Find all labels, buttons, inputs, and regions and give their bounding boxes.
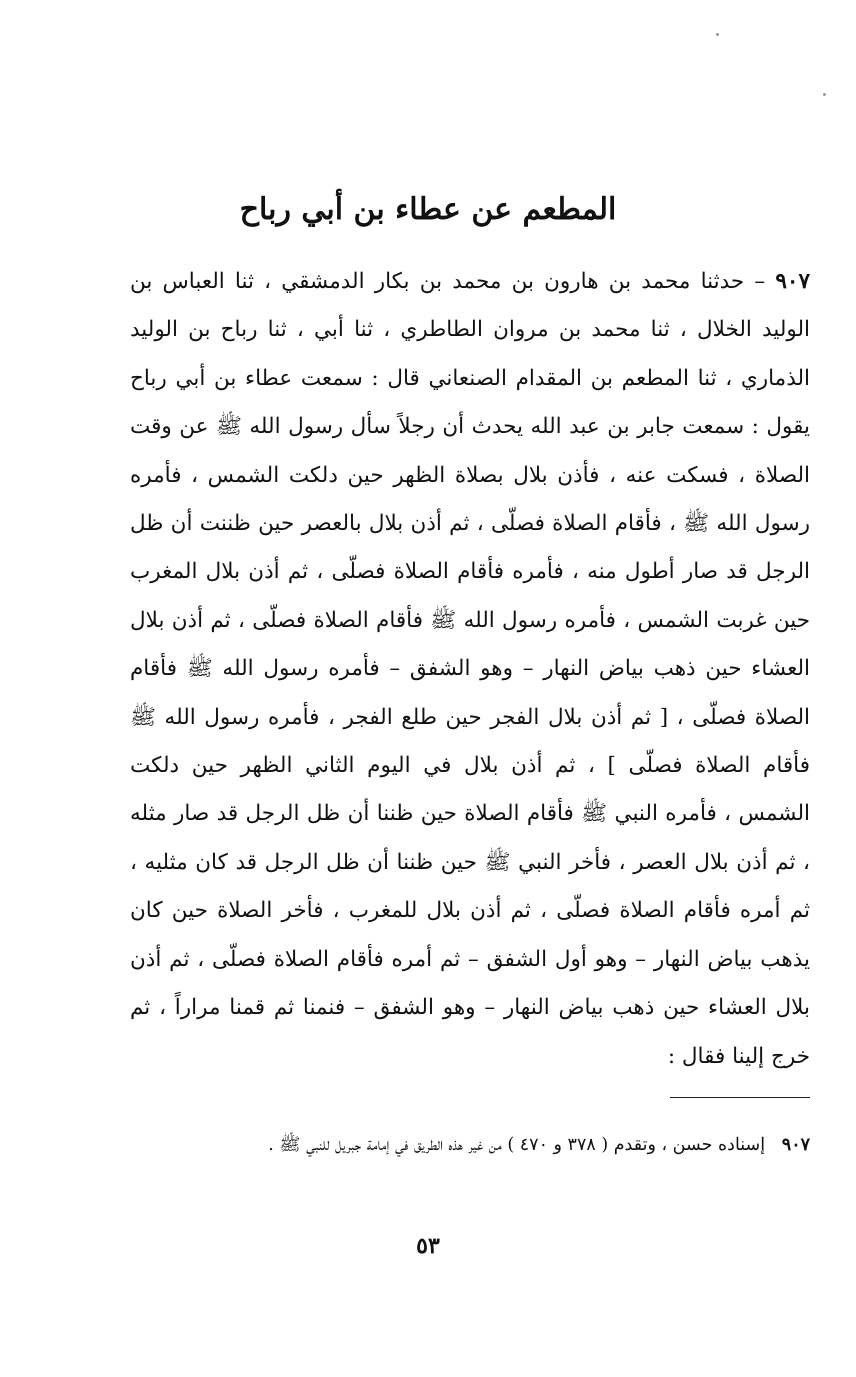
footnote-number: ٩٠٧ (781, 1135, 810, 1155)
page-number: ٥٣ (416, 1233, 440, 1259)
footnote-text: إسناده حسن ، وتقدم ( ٣٧٨ و ٤٧٠ ) من غير هذه الطريق في إمامة جبريل للنبي ﷺ . (268, 1135, 766, 1155)
hadith-number: ٩٠٧ (775, 269, 810, 294)
scan-speck (823, 93, 826, 96)
footnote (160, 1128, 810, 1162)
hadith-paragraph (130, 258, 810, 1081)
footnote-divider (670, 1097, 810, 1098)
hadith-text: حدثنا محمد بن هارون بن محمد بن بكار الدمشقي ، ثنا العباس بن الوليد الخلال ، ثنا محمد بن مروان الطاطري ، ثنا أبي ، ثنا رباح بن الوليد الذماري ، ثنا المطعم بن المقدام الصنعاني قال : سمعت عطاء بن أبي رباح يقول : سمعت جابر بن عبد الله يحدث أن رجلاً سأل رسول الله ﷺ عن وقت الصلاة ، فسكت عنه ، فأذن بلال بصلاة الظهر حين دلكت الشمس ، فأمره رسول الله ﷺ ، فأقام الصلاة فصلّى ، ثم أذن بلال بالعصر حين ظننت أن ظل الرجل قد صار أطول منه ، فأمره فأقام الصلاة فصلّى ، ثم أذن بلال المغرب حين غربت الشمس ، فأمره رسول الله ﷺ فأقام الصلاة فصلّى ، ثم أذن بلال العشاء حين ذهب بياض النهار – وهو الشفق – فأمره رسول الله ﷺ فأقام الصلاة فصلّى ، [ ثم أذن بلال الفجر حين طلع الفجر ، فأمره رسول الله ﷺ فأقام الصلاة فصلّى ] ، ثم أذن بلال في اليوم الثاني الظهر حين دلكت الشمس ، فأمره النبي ﷺ فأقام الصلاة حين ظننا أن ظل الرجل قد صار مثله ، ثم أذن بلال العصر ، فأخر النبي ﷺ حين ظننا أن ظل الرجل قد كان مثليه ، ثم أمره فأقام الصلاة فصلّى ، ثم أذن بلال للمغرب ، فأخر الصلاة حين كان يذهب بياض النهار – وهو أول الشفق – ثم أمره فأقام الصلاة فصلّى ، ثم أذن بلال العشاء حين ذهب بياض النهار – وهو الشفق – فنمنا ثم قمنا مراراً ، ثم خرج إلينا فقال : (130, 269, 810, 1069)
scan-speck (716, 33, 719, 36)
hadith-separator: – (744, 269, 776, 294)
chapter-title: المطعم عن عطاء بن أبي رباح (239, 192, 617, 228)
